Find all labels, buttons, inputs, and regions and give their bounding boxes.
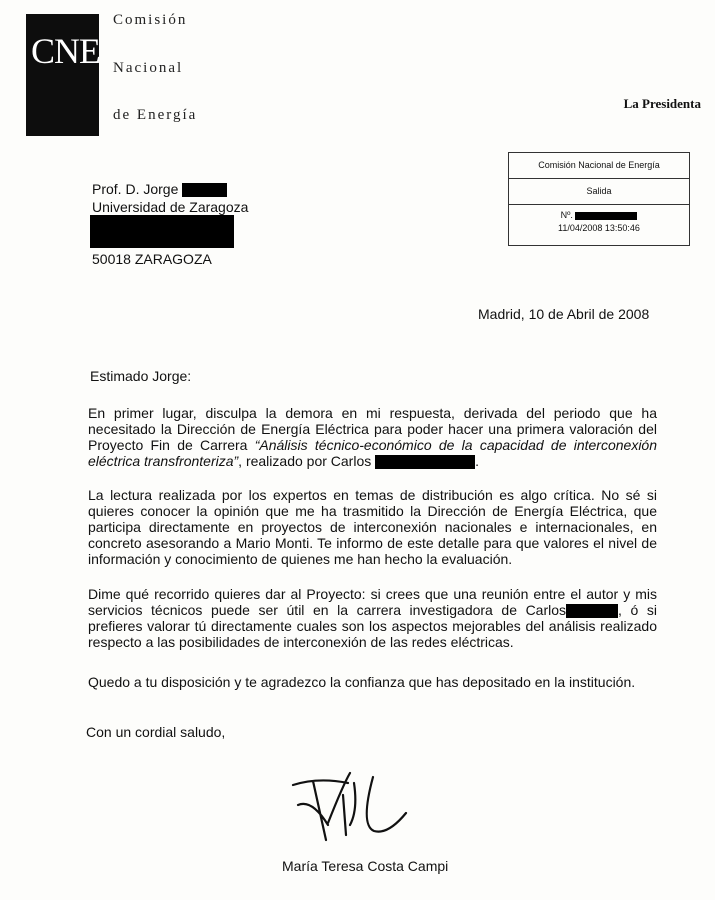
redacted-address xyxy=(90,215,234,248)
recipient-name: Prof. D. Jorge xyxy=(92,181,179,197)
redacted-name xyxy=(566,604,618,618)
signer-name: María Teresa Costa Campi xyxy=(282,858,449,874)
org-name-line-3: de Energía xyxy=(113,107,198,123)
handwritten-signature xyxy=(288,765,418,850)
paragraph-2: La lectura realizada por los expertos en temas de distribución es algo crítica. No sé si quieres conocer la opinión que me ha trasmitido la Dirección de Energía Eléctrica, que participa directamente en proyectos de interconexión nacionales e internacionales, en concreto asesorando a Mario Monti. Te informo de este detalle para que valores el nivel de información y conocimiento de quienes me han hecho la evaluación. xyxy=(88,487,657,567)
registry-stamp xyxy=(508,152,690,246)
paragraph-4: Quedo a tu disposición y te agradezco la confianza que has depositado en la institución. xyxy=(88,674,636,690)
p3-text-b: , ó si prefieres valorar tú directamente cuales son los aspectos mejorables del análisis realizado respecto a las posibilidades de interconexión de las redes eléctricas. xyxy=(88,602,657,651)
greeting: Estimado Jorge: xyxy=(90,368,192,384)
recipient-city: 50018 ZARAGOZA xyxy=(92,251,212,267)
redacted-surname xyxy=(182,183,227,197)
p3-text-a: Dime qué recorrido quieres dar al Proyecto: si crees que una reunión entre el autor y mis servicios técnicos puede ser útil en la carrera investigadora de Carlos xyxy=(88,586,657,618)
recipient-institution: Universidad de Zaragoza xyxy=(92,199,249,215)
stamp-number-label: Nº. xyxy=(560,210,573,220)
p1-text-a: En primer lugar, disculpa la demora en mi respuesta, derivada del periodo que ha necesitado la Dirección de Energía Eléctrica para poder hacer una primera valoración del Proyecto Fin de Carrera xyxy=(88,405,657,453)
logo-text: CNE xyxy=(31,31,100,71)
stamp-title: Comisión Nacional de Energía xyxy=(509,153,689,179)
stamp-details xyxy=(509,205,689,245)
stamp-datetime: 11/04/2008 13:50:46 xyxy=(558,223,640,233)
recipient-name-line xyxy=(92,181,227,197)
paragraph-1: En primer lugar, disculpa la demora en mi respuesta, derivada del periodo que ha necesitado la Dirección de Energía Eléctrica para poder hacer una primera valoración del Proyecto Fin de Carrera “Análisis técnico-económico de la capacidad de interconexión eléctrica transfronteriza”, realizado por Carlos . xyxy=(88,405,657,469)
org-name-line-2: Nacional xyxy=(113,60,184,76)
paragraph-3 xyxy=(88,586,657,650)
letter-date: Madrid, 10 de Abril de 2008 xyxy=(478,306,650,322)
office-title: La Presidenta xyxy=(623,96,701,111)
closing: Con un cordial saludo, xyxy=(86,724,226,740)
stamp-type: Salida xyxy=(509,179,689,205)
project-title: “Análisis técnico-económico de la capacidad de interconexión eléctrica transfronteriza” xyxy=(88,437,657,469)
redacted-number xyxy=(575,212,637,220)
p1-text-b: , realizado por Carlos xyxy=(238,453,372,469)
org-name-line-1: Comisión xyxy=(113,12,188,28)
redacted-name xyxy=(375,455,475,469)
